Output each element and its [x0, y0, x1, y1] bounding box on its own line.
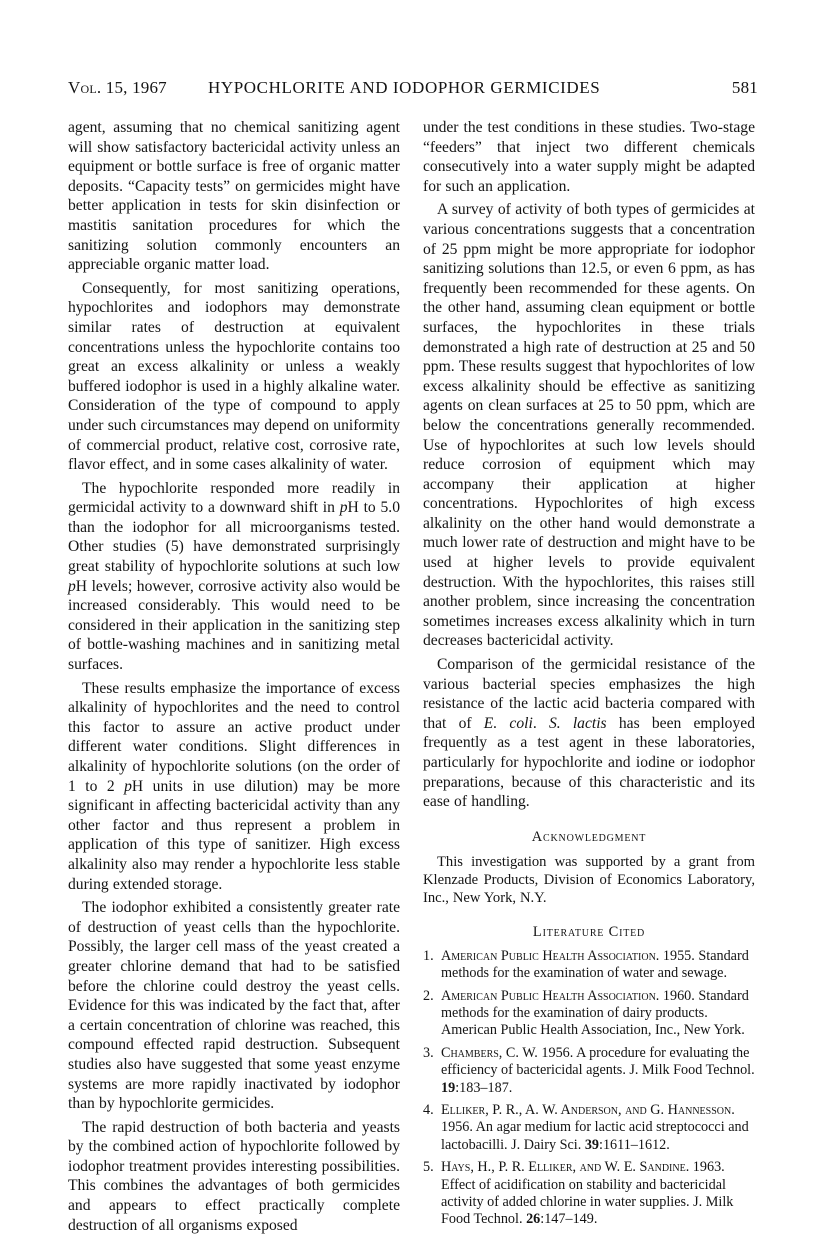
paragraph-resistance-comparison: Comparison of the germicidal resistance of the various bacterial species emphasizes the high resistance of the lactic acid bacteria compared with that of E. coli. S. lactis has been employed frequently as a test agent in these laboratories, particularly for hypochlorite and iodine or iodophor preparations, because of this characteristic and its ease of handling. [423, 656, 755, 811]
reference-authors: American Public Health Association. [441, 947, 660, 964]
reference-text: 1956. A procedure for evaluating the efficiency of bactericidal agents. J. Milk Food Technol. [441, 1044, 755, 1079]
reference-volume: 19 [441, 1079, 456, 1096]
reference-volume: 26 [526, 1211, 541, 1228]
reference-number: 2. [423, 987, 434, 1004]
reference-authors: Hays, H., P. R. Elliker, and W. E. Sandine. [441, 1159, 690, 1176]
paragraph-excess-alkalinity: These results emphasize the importance of excess alkalinity of hypochlorites and the need to control this factor to assure an active product under different water conditions. Slight differences in alkalinity of hypochlorite solutions (on the order of 1 to 2 pH units in use dilution) may be more significant in affecting bactericidal activity than any other factor and thus represent a problem in application of this type of sanitizer. High excess alkalinity also may render a hypochlorite less stable during extended storage. [68, 679, 400, 893]
acknowledgment-heading: Acknowledgment [531, 828, 647, 845]
reference-text: 1963. Effect of acidification on stability and bactericidal activity of added chlorine in water supplies. J. Milk Food Technol. [441, 1159, 734, 1228]
reference-item [423, 988, 755, 1040]
reference-text: 1956. An agar medium for lactic acid streptococci and lactobacilli. J. Dairy Sci. [441, 1119, 749, 1153]
reference-item [423, 1045, 755, 1097]
reference-list [423, 948, 755, 1229]
running-header [68, 78, 758, 102]
reference-authors: Chambers, C. W. [441, 1044, 538, 1061]
paragraph-combined-action: The rapid destruction of both bacteria and yeasts by the combined action of hypochlorite followed by iodophor treatment provides interesting possibilities. This combines the advantages of both germicides and appears to effect practically complete destruction of all organisms exposed [68, 1118, 400, 1234]
volume-year: Vol. 15, 1967 [68, 78, 167, 97]
reference-number: 3. [423, 1044, 434, 1061]
reference-pages: :1611–1612. [599, 1136, 670, 1153]
left-column [68, 118, 400, 1235]
paragraph-concentration-survey: A survey of activity of both types of germicides at various concentrations suggests that a concentration of 25 ppm might be more appropriate for iodophor sanitizing solutions than 12.5, or even 6 ppm, as has frequently been recommended for these agents. On the other hand, assuming clean equipment or bottle surfaces, the hypochlorites in these trials demonstrated a high rate of destruction at 25 and 50 ppm. These results suggest that hypochlorites of low excess alkalinity should be effective as sanitizing agents on clean surfaces at 25 to 50 ppm, which are below the concentrations generally recommended. Use of hypochlorites at such low levels should reduce corrosion of equipment which may accompany their application at higher concentrations. Hypochlorites of high excess alkalinity on the other hand would demonstrate a much lower rate of destruction and might have to be used at higher levels to provide equivalent destruction. With the hypochlorites, this raises still another problem, since increasing the concentration sometimes increases excess alkalinity which in turn decreases bactericidal activity. [423, 201, 755, 650]
reference-text: 1955. Standard methods for the examination of water and sewage. [441, 947, 749, 982]
paragraph-continued: agent, assuming that no chemical sanitizing agent will show satisfactory bactericidal activity unless an equipment or bottle surface is free of organic matter deposits. “Capacity tests” on germicides might have better application in tests for skin disinfection or mastitis sanitation procedures for which the sanitizing solution commonly encounters an appreciable organic matter load. [68, 119, 400, 274]
paragraph-continued-right: under the test conditions in these studies. Two-stage “feeders” that inject two different chemicals consecutively into a water supply might be adapted for such an application. [423, 119, 755, 195]
reference-volume: 39 [584, 1136, 599, 1153]
acknowledgment-text: This investigation was supported by a grant from Klenzade Products, Division of Economics Laboratory, Inc., New York, N.Y. [423, 853, 755, 906]
paragraph-sanitizing-operations: Consequently, for most sanitizing operations, hypochlorites and iodophors may demonstrate similar rates of destruction at equivalent concentrations unless the hypochlorite contains too great an excess alkalinity or unless a weakly buffered iodophor is used in a highly alkaline water. Consideration of the type of compound to apply under such circumstances may depend on uniformity of commercial product, relative cost, corrosive rate, flavor effect, and in some cases alkalinity of water. [68, 279, 400, 474]
right-column [423, 118, 755, 1234]
reference-pages: :147–149. [540, 1211, 598, 1228]
literature-cited-heading: Literature Cited [532, 923, 646, 940]
reference-authors: American Public Health Association. [441, 987, 660, 1004]
paragraph-yeast-cells: The iodophor exhibited a consistently greater rate of destruction of yeast cells than the hypochlorite. Possibly, the larger cell mass of the yeast created a greater chlorine demand that had to be satisfied before the chlorine could destroy the yeast cells. Evidence for this was indicated by the fact that, after a certain concentration of chlorine was reached, this compound effected rapid destruction. Subsequent studies also have suggested that some yeast enzyme systems are more rapidly inactivated by iodophor than by hypochlorite germicides. [68, 899, 400, 1113]
reference-pages: :183–187. [455, 1079, 513, 1096]
paragraph-ph-response: The hypochlorite responded more readily in germicidal activity to a downward shift in pH to 5.0 than the iodophor for all microorganisms tested. Other studies (5) have demonstrated surprisingly great stability of hypochlorite solutions at such low pH levels; however, corrosive activity also would be increased considerably. This would need to be considered in their application in the sanitizing step of bottle-washing machines and in sanitizing metal surfaces. [68, 479, 401, 674]
reference-number: 5. [423, 1159, 434, 1176]
reference-text: 1960. Standard methods for the examination of dairy products. American Public Health Association, Inc., New York. [441, 987, 749, 1039]
reference-number: 1. [423, 947, 434, 964]
reference-authors: Elliker, P. R., A. W. Anderson, and G. Hannesson. [441, 1102, 735, 1119]
reference-item [423, 1102, 755, 1154]
page-number: 581 [731, 78, 758, 97]
reference-item [423, 948, 755, 983]
running-title: HYPOCHLORITE AND IODOPHOR GERMICIDES [208, 78, 601, 97]
reference-number: 4. [423, 1102, 434, 1119]
reference-item [423, 1159, 755, 1229]
